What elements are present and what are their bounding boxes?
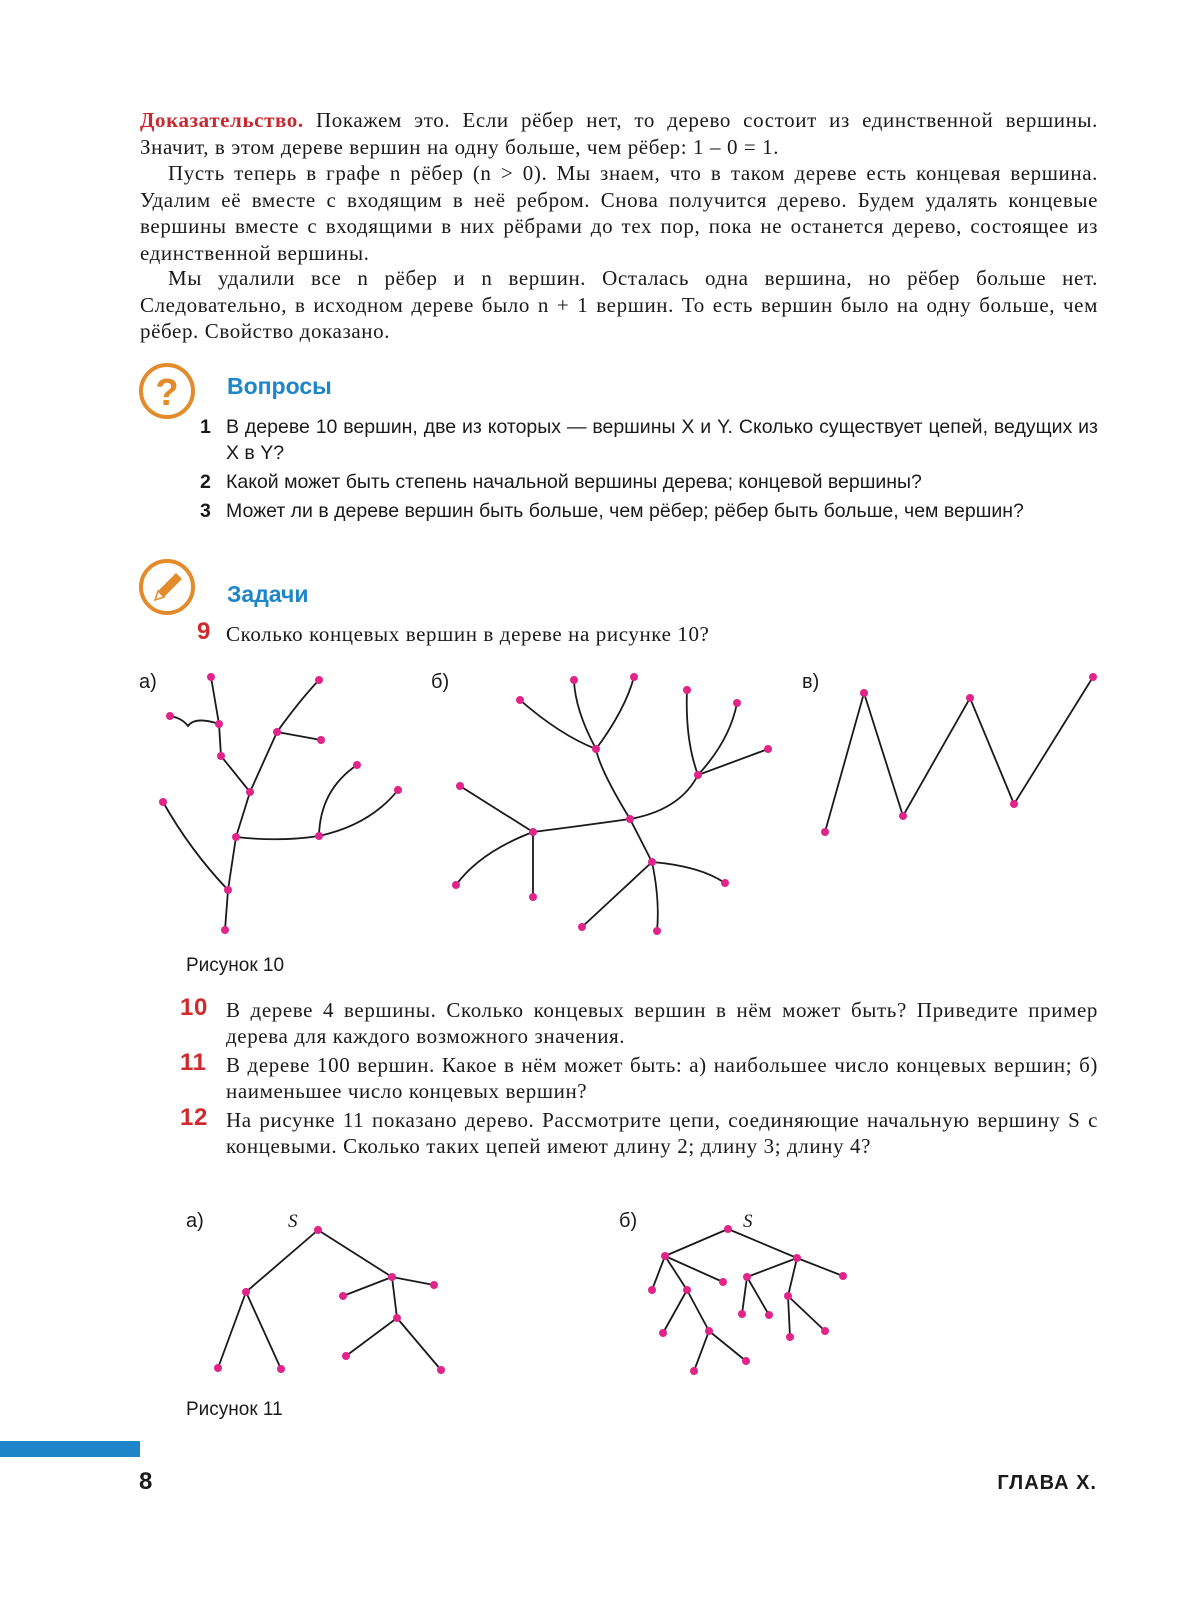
- task-number: 10: [180, 994, 208, 1021]
- figure11-caption: Рисунок 11: [186, 1399, 283, 1420]
- task-number: 9: [197, 618, 211, 645]
- figure11b-nodes: [648, 1225, 847, 1375]
- question-text: Может ли в дереве вершин быть больше, чем рёбер; рёбер быть больше, чем вершин?: [226, 500, 1024, 522]
- tasks-heading: Задачи: [227, 581, 309, 607]
- task-text: Сколько концевых вершин в дереве на рисунке 10?: [226, 622, 710, 646]
- chapter-label: ГЛАВА X.: [997, 1472, 1097, 1494]
- proof-paragraph-3: Мы удалили все n рёбер и n вершин. Осталась одна вершина, но рёбер больше нет. Следовательно, в исходном дереве было n + 1 вершин. То есть вершин было на одну больше, чем рёбер. Свойство доказано.: [140, 266, 1098, 343]
- question-number: 3: [200, 500, 211, 522]
- svg-text:?: ?: [155, 372, 179, 414]
- proof-lead: Доказательство.: [140, 108, 304, 132]
- task-number: 11: [180, 1049, 207, 1076]
- question-number: 2: [200, 471, 211, 493]
- figure11b-root-label: S: [743, 1211, 753, 1232]
- figure10-label-b: б): [431, 671, 450, 693]
- question-text: Какой может быть степень начальной вершины дерева; концевой вершины?: [226, 471, 922, 493]
- figure10-caption: Рисунок 10: [186, 955, 285, 976]
- footer-blue-bar: [0, 1441, 140, 1457]
- figure10-label-c: в): [802, 671, 820, 693]
- figure10-label-a: а): [139, 671, 157, 693]
- figure11-label-a: а): [186, 1210, 204, 1232]
- questions-heading: Вопросы: [227, 373, 332, 399]
- proof-text-1: Покажем это. Если рёбер нет, то дерево состоит из единственной вершины. Значит, в этом дереве вершин на одну больше, чем рёбер: 1 – 0 = 1.: [140, 108, 1098, 159]
- figure11a-root-label: S: [288, 1211, 298, 1232]
- figure11-label-b: б): [619, 1210, 638, 1232]
- task-text: На рисунке 11 показано дерево. Рассмотрите цепи, соединяющие начальную вершину S с концевыми. Сколько таких цепей имеют длину 2; длину 3; длину 4?: [226, 1108, 1098, 1158]
- task-text: В дереве 4 вершины. Сколько концевых вершин в нём может быть? Приведите пример дерева для каждого возможного значения.: [226, 998, 1098, 1048]
- question-number: 1: [200, 416, 211, 438]
- question-text: В дереве 10 вершин, две из которых — вершины X и Y. Сколько существует цепей, ведущих из X в Y?: [226, 416, 1098, 464]
- proof-paragraph-2: Пусть теперь в графе n рёбер (n > 0). Мы знаем, что в таком дереве есть концевая вершина. Удалим её вместе с входящим в неё ребром. Снова получится дерево. Будем удалять концевые вершины вместе с входящими в них рёбрами до тех пор, пока не останется дерево, состоящее из единственной вершины.: [140, 161, 1098, 265]
- task-number: 12: [180, 1104, 208, 1131]
- task-text: В дереве 100 вершин. Какое в нём может быть: а) наибольшее число концевых вершин; б) наименьшее число концевых вершин?: [226, 1053, 1098, 1103]
- page-number: 8: [139, 1468, 153, 1495]
